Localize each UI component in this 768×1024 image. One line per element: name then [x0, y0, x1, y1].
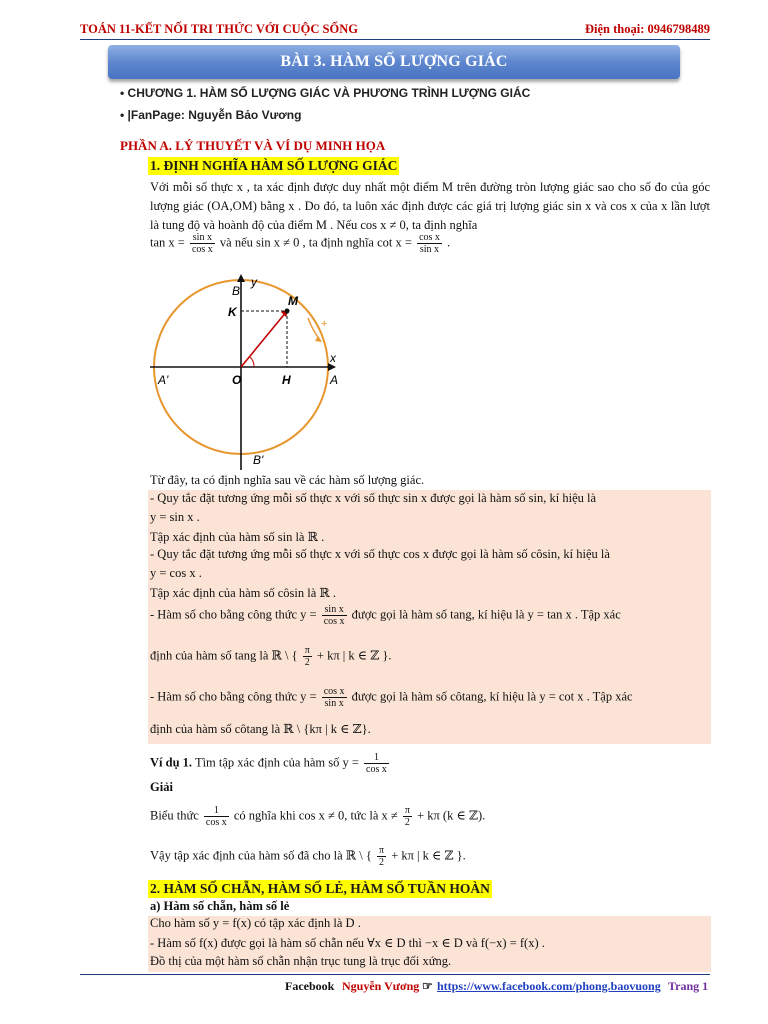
frac-den: cos x	[323, 616, 345, 627]
example-1	[150, 752, 391, 775]
definition-paragraph: Với mỗi số thực x , ta xác định được duy nhất một điểm M trên đường tròn lượng giác sao cho số đo của góc lượng giác (OA,OM) bằng x . Do đó, ta luôn xác định được các giá trị lượng giác sin x và cos x của x lần lượt là tung độ và hoành độ của điểm M . Nếu cos x ≠ 0, ta định nghĩa	[150, 180, 710, 232]
tan-fraction	[190, 232, 215, 255]
sol2-prefix: Vậy tập xác định của hàm số đã cho là ℝ \ {	[150, 848, 372, 863]
def-cos-notation: y = cos x .	[150, 566, 202, 580]
cot-fraction	[322, 686, 347, 709]
tan-domain-suffix: + kπ | k ∈ ℤ }.	[316, 648, 392, 663]
lesson-title-banner	[108, 45, 680, 79]
def-cos-rule: - Quy tắc đặt tương ứng mỗi số thực x với số thực cos x được gọi là hàm số côsin, kí hiệu là	[150, 547, 610, 561]
def-sin-domain: Tập xác định của hàm số sin là ℝ .	[150, 530, 325, 544]
solution-line-2	[150, 845, 466, 868]
frac-num: π	[404, 805, 410, 816]
footer-link[interactable]: https://www.facebook.com/phong.baovuong	[437, 979, 661, 993]
period: .	[447, 235, 451, 250]
label-o: O	[232, 373, 242, 387]
frac-num: cos x	[419, 232, 440, 243]
frac-den: 2	[404, 817, 410, 828]
label-b-prime: B'	[253, 453, 264, 467]
frac-num: 1	[364, 752, 389, 764]
after-diagram-text: Từ đây, ta có định nghĩa sau về các hàm số lượng giác.	[150, 473, 425, 487]
even-line-2: - Hàm số f(x) được gọi là hàm số chẵn nếu ∀x ∈ D thì −x ∈ D và f(−x) = f(x) .	[150, 936, 545, 950]
example-text: Tìm tập xác định của hàm số y =	[194, 755, 359, 770]
def-cot-rule	[150, 686, 633, 709]
lesson-title: BÀI 3. HÀM SỐ LƯỢNG GIÁC	[280, 53, 508, 70]
pi-half-fraction	[377, 845, 386, 868]
frac-den: cos x	[205, 817, 227, 828]
def-sin-rule: - Quy tắc đặt tương ứng mỗi số thực x với số thực sin x được gọi là hàm số sin, kí hiệu là	[150, 491, 597, 505]
def-tan-domain	[150, 645, 392, 668]
frac-num: π	[304, 645, 310, 656]
frac-den: sin x	[324, 698, 344, 709]
footer-author: Nguyễn Vương	[342, 979, 420, 993]
frac-den: 2	[379, 857, 385, 868]
label-plus: +	[321, 318, 328, 330]
section1-heading: 1. ĐỊNH NGHĨA HÀM SỐ LƯỢNG GIÁC	[150, 158, 398, 173]
label-h: H	[282, 373, 291, 387]
example-label: Ví dụ 1.	[150, 755, 193, 770]
label-a: A	[330, 373, 339, 387]
tan-fraction	[322, 604, 347, 627]
even-line-1: Cho hàm số y = f(x) có tập xác định là D .	[150, 916, 361, 930]
solution-label: Giải	[150, 780, 173, 794]
pi-half-fraction	[403, 805, 412, 828]
pi-half-fraction	[303, 645, 312, 668]
footer-facebook: Facebook	[285, 979, 335, 993]
cot-prefix: và nếu sin x ≠ 0 , ta định nghĩa cot x =	[219, 235, 412, 250]
frac-den: sin x	[419, 244, 440, 255]
sol1-fraction	[204, 805, 229, 828]
page-header	[80, 22, 710, 38]
even-line-3: Đồ thị của một hàm số chẵn nhận trục tung là trục đối xứng.	[150, 954, 452, 968]
frac-den: cos x	[366, 764, 387, 775]
label-a-prime: A'	[158, 373, 169, 387]
label-b: B	[232, 284, 241, 298]
frac-num: cos x	[323, 686, 345, 697]
def-cot-domain: định của hàm số côtang là ℝ \ {kπ | k ∈ ℤ}.	[150, 722, 371, 736]
cot-formula-prefix: - Hàm số cho bằng công thức y =	[150, 689, 317, 704]
sol1-prefix: Biểu thức	[150, 808, 199, 823]
header-phone: Điện thoại: 0946798489	[585, 22, 710, 36]
tan-formula-suffix: được gọi là hàm số tang, kí hiệu là y = tan x . Tập xác	[351, 607, 621, 622]
y-axis-arrow	[237, 274, 245, 282]
label-m: M	[288, 294, 298, 308]
example-fraction	[364, 752, 389, 775]
part-a-heading: PHẦN A. LÝ THUYẾT VÀ VÍ DỤ MINH HỌA	[120, 138, 386, 153]
chapter-bullets	[120, 83, 530, 127]
frac-num: sin x	[190, 232, 215, 244]
tan-prefix: tan x =	[150, 235, 185, 250]
header-title: TOÁN 11-KẾT NỐI TRI THỨC VỚI CUỘC SỐNG	[80, 22, 358, 36]
fanpage-bullet: • |FanPage: Nguyễn Bảo Vương	[120, 108, 302, 122]
point-m	[285, 309, 290, 314]
frac-den: cos x	[191, 244, 213, 255]
label-y: y	[251, 275, 257, 289]
frac-num: 1	[204, 805, 229, 817]
angle-arc	[250, 357, 254, 367]
unit-circle-diagram	[150, 272, 350, 472]
sol1-middle: có nghĩa khi cos x ≠ 0, tức là x ≠	[233, 808, 398, 823]
frac-den: 2	[304, 657, 310, 668]
solution-line-1	[150, 805, 485, 828]
direction-arrow	[315, 336, 322, 342]
tan-formula-prefix: - Hàm số cho bằng công thức y =	[150, 607, 317, 622]
section2-heading: 2. HÀM SỐ CHẴN, HÀM SỐ LẺ, HÀM SỐ TUẦN HOÀN	[150, 881, 490, 896]
sol2-suffix: + kπ | k ∈ ℤ }.	[391, 848, 466, 863]
frac-num: sin x	[322, 604, 347, 616]
tan-cot-definition	[150, 232, 450, 255]
page-footer	[100, 977, 710, 995]
page-number: Trang 1	[668, 979, 709, 993]
def-tan-rule	[150, 604, 621, 627]
chapter-bullet: • CHƯƠNG 1. HÀM SỐ LƯỢNG GIÁC VÀ PHƯƠNG TRÌNH LƯỢNG GIÁC	[120, 86, 531, 100]
label-x: x	[330, 351, 336, 365]
tan-domain-prefix: định của hàm số tang là ℝ \ {	[150, 648, 298, 663]
def-cos-domain: Tập xác định của hàm số côsin là ℝ .	[150, 586, 337, 600]
frac-num: π	[379, 845, 385, 856]
pointer-icon: ☞	[422, 979, 433, 993]
sol1-suffix: + kπ (k ∈ ℤ).	[417, 808, 486, 823]
footer-divider	[80, 974, 710, 975]
subsection-a-heading: a) Hàm số chẵn, hàm số lẻ	[150, 899, 290, 913]
radius-om	[241, 311, 287, 367]
cot-fraction	[417, 232, 442, 255]
cot-formula-suffix: được gọi là hàm số côtang, kí hiệu là y = cot x . Tập xác	[351, 689, 633, 704]
header-divider	[80, 39, 710, 40]
label-k: K	[228, 305, 237, 319]
def-sin-notation: y = sin x .	[150, 510, 200, 524]
